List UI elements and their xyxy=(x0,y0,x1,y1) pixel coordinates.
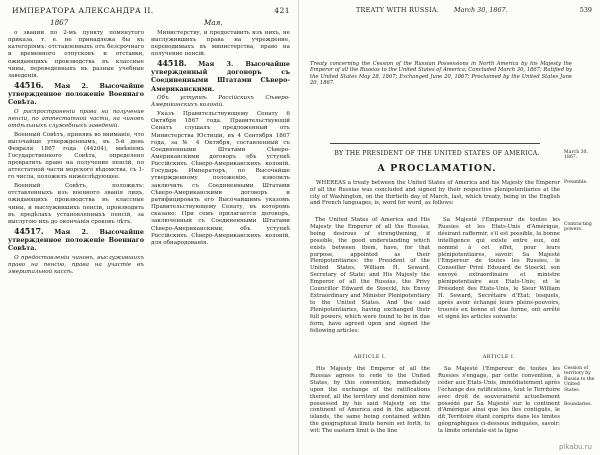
decree-number: 44517. xyxy=(14,225,44,236)
decree-subject: О предоставленіи чиновъ, выслужившихъ право на пенсію, права на участіе въ эмеритальной кассѣ. xyxy=(8,254,144,275)
treaty-english-text: The United States of America and His Majesty the Emperor of all the Russias, being desirous of strengthening, if possible, the good understanding which exists between them, have, for that purpose, appointed as their Plenipotentiaries: the President of the United States, William H. Seward, Secretary of State; and His Majesty the Emperor of all the Russias, the Privy Councillor Edward de Stoeckl, his Envoy Extraordinary and Minister Plenipotentiary to the United States. And the said Plenipotentiaries, having exchanged their full powers, which were found to be in due form, have agreed upon and signed the following articles: xyxy=(310,217,430,334)
right-header-date: March 30, 1867. xyxy=(454,6,508,14)
margin-cession: Cession of territory by Russia to the United States. xyxy=(564,366,595,393)
divider xyxy=(330,143,540,144)
left-column-2 xyxy=(151,30,290,447)
decree-heading: Мая 3. Высочайше утвержденный договоръ съ Соединенными Штатами Сѣверо-Американскими. xyxy=(151,60,290,93)
right-page-header xyxy=(308,6,592,20)
treaty-french-text: Sa Majesté l'Empereur de toutes les Russies et les Etats-Unis d'Amérique, désirant raffermir, s'il est possible, la bonne intelligence qui existe entre eux, ont nommé à cet effet, pour leurs plénipotentiaires, savoir: Sa Majesté l'Empereur de toutes les Russies, le Conseiller Privé Edouard de Stoeckl, son envoyé extraordinaire et ministre plénipotentiaire aux Etats-Unis; et le Président des Etats-Unis, le Sieur William H. Seward, Secrétaire d'Etat; lesquels, après avoir échangé leurs pleins-pouvoirs, trouvés en bonne et due forme, ont arrêté et signé les articles suivants: xyxy=(438,217,560,320)
left-page-number: 421 xyxy=(274,6,290,15)
decree-heading: Мая 2. Высочайше утвержденное положеніе Военнаго Совѣта. xyxy=(8,227,144,252)
col1-lead: о звании по 2-мъ пункту помянутого приказа, т. е. не принадлежа бы къ категоріямъ: отставленныхъ отъ безсрочнаго и временного отпусковъ и отставки, ожидающихъ производства въ классные чины, переведенныхъ въ разные учебные заведенія. xyxy=(8,30,144,79)
margin-contracting: Contracting powers. xyxy=(564,222,592,233)
decree-subject: Объ уступкѣ Россійскихъ Сѣверо-Американскихъ колоній. xyxy=(151,95,290,109)
article-heading-en: ARTICLE I. xyxy=(353,354,387,360)
article-1-french: Sa Majesté l'Empereur de toutes les Russies s'engage, par cette convention, à céder aux Etats-Unis, immédiatement après l'échange des ratifications, tout le Territoire avec droit de souveraineté actuellement possédé par Sa Majesté sur le continent d'Amérique ainsi que les îles contiguës, le dit Territoire étant compris dans les limites géographiques ci-dessous indiquées, savoir: la limite orientale est la ligne xyxy=(438,366,560,435)
whereas-paragraph: WHEREAS a treaty between the United States of America and his Majesty the Emperor of all the Russias was concluded and signed by their respective plenipotentiaries at the city of Washington, on the thirtieth day of March, last, which treaty, being in the English and French languages, is, word for word, as follows: xyxy=(310,180,560,207)
left-header-title: ИМПЕРАТОРА АЛЕКСАНДРА II. xyxy=(12,6,154,15)
decree-body: Указъ Правительствующему Сенату 6 Октября 1867 года. Правительствующій Сенатъ слушалъ предложенный отъ Министерства Юстиціи, въ 4 Сентября 1867 года, за № 4 Октября, составленный съ Соединенными Штатами Сѣверо-Американскими договоръ объ уступкѣ Россійскихъ Сѣверо-Американскихъ колоній. Государь Императоръ, по Высочайше утвержденному положенію, изволилъ заключить съ Соединенными Штатами Сѣверо-Американскими договоръ и ратифицировать его Высочайшимъ указомъ Правительствующему Сенату, въ которомъ сказано: При семъ прилагается договоръ, заключенный съ Соединенными Штатами Сѣверо-Американскими, объ уступкѣ Россійскихъ Сѣверо-Американскихъ колоній, для обнародованія. xyxy=(151,111,290,246)
decree-body: Военный Совѣтъ, принявъ во вниманіе, что высочайше утвержденнымъ, въ 5-й день Февраля 1867 года (44204), мнѣніемъ Государственного Совѣта, определено превратить право на получение пенсій, по аттестатной части морского вѣдомства, съ 1-го числа, положилъ нижеслѣдующее. xyxy=(8,131,144,181)
margin-preamble: Preamble. xyxy=(564,180,588,185)
right-page-number: 539 xyxy=(579,6,592,14)
proclamation-line: BY THE PRESIDENT OF THE UNITED STATES OF AMERICA. xyxy=(334,150,540,157)
decree-subject: О распространеніи права на получение пенсій, по аттестатной части, на чиновъ отдѣльныхъ служебныхъ заведеній. xyxy=(8,108,144,129)
left-page xyxy=(0,0,299,455)
treaty-intro: Treaty concerning the Cession of the Russian Possessions in North America by his Majesty the Emperor of all the Russias to the United States of America; Concluded March 30, 1867; Ratified by the United States May 28, 1867; Exchanged June 20, 1867; Proclaimed by the United States June 20, 1867. xyxy=(310,61,572,86)
right-header-title: TREATY WITH RUSSIA. xyxy=(356,6,440,14)
decree-body: Военный Совѣтъ, положилъ: отставленныхъ изъ военного званія лицъ, ожидающихъ производства въ классные чины, и выслужившихъ пенсіи, производить въ предѣлахъ установленныхъ пенсій, за выслугою ихъ до окончанія сроковъ лѣтъ. xyxy=(8,183,144,225)
decree-heading: Мая 2. Высочайше утвержденное положеніе Военнаго Совѣта. xyxy=(8,81,144,106)
col2-lead: Министерству, и предоставить изъ нихъ, не выслужившихъ права на учреждение, переводимыхъ въ министерства, право на получение пенсій. xyxy=(151,30,290,58)
treaty-french-column xyxy=(438,217,560,321)
margin-boundaries: Boundaries. xyxy=(564,402,592,407)
right-page xyxy=(300,0,600,455)
left-month: Мая. xyxy=(204,18,223,27)
treaty-english-column xyxy=(310,217,430,334)
left-column-1 xyxy=(8,30,144,447)
decree-number: 44518. xyxy=(157,58,187,69)
decree-number: 44516. xyxy=(14,79,44,90)
margin-date: March 30, 1867. xyxy=(564,150,588,161)
article-heading-fr: ARTICLE I. xyxy=(482,354,516,360)
article-1-english: His Majesty the Emperor of all the Russias agrees to cede to the United States, by this convention, immediately upon the exchange of the ratifications thereof, all the territory and dominion now possessed by his said Majesty on the continent of America and in the adjacent islands, the same being contained within the geographical limits herein set forth, to wit: The eastern limit is the line xyxy=(310,366,430,435)
left-page-subheader xyxy=(8,18,290,30)
proclamation-title: A PROCLAMATION. xyxy=(377,163,497,174)
left-year: 1867 xyxy=(50,18,69,27)
watermark: pikabu.ru xyxy=(558,443,592,451)
